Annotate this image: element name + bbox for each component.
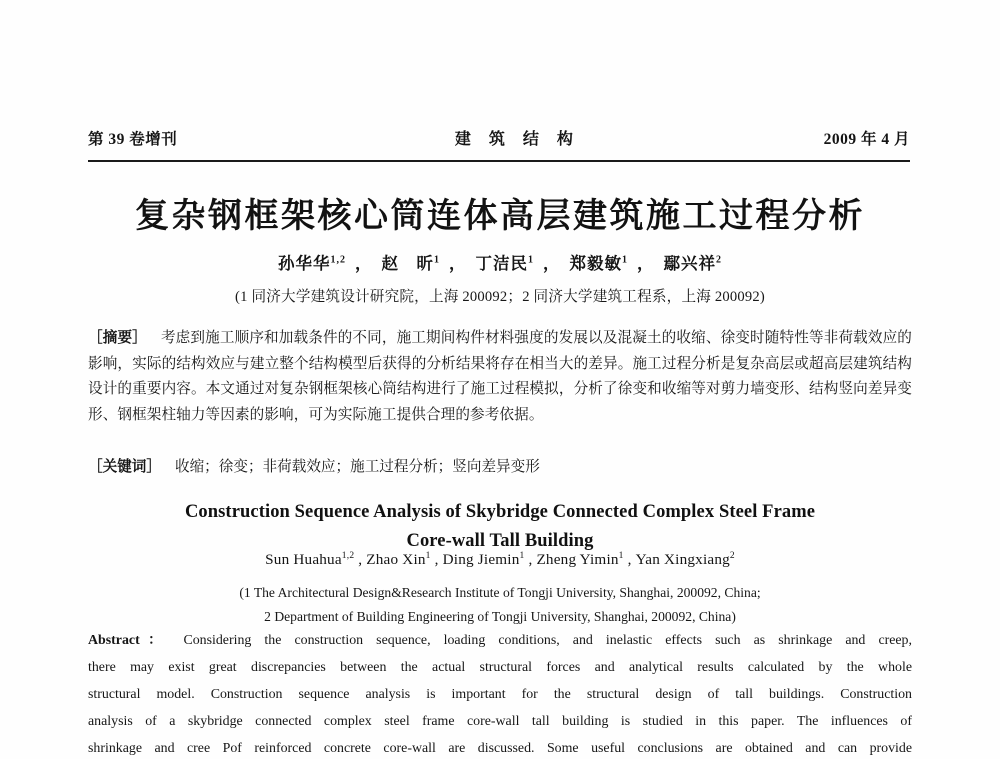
author-name: Yan Xingxiang$^2$ [635, 551, 735, 569]
affiliation-english-line1: (1 The Architectural Design&Research Institute of Tongji University, Shanghai, 200092, China; [239, 585, 761, 600]
author-name: Ding Jiemin$^1$ [442, 551, 525, 569]
author-affiliation-marker: 1 [434, 254, 440, 266]
abstract-body-chinese: 考虑到施工顺序和加载条件的不同，施工期间构件材料强度的发展以及混凝土的收缩、徐变时随特性等非荷载效应的影响，实际的结构效应与建立整个结构模型后获得的分析结果将存在相当大的差异。施工过程分析是复杂高层或超高层建筑结构设计的重要内容。本文通过对复杂钢框架核心筒结构进行了施工过程模拟，分析了徐变和收缩等对剪力墙变形、结构竖向差异变形、钢框架柱轴力等因素的影响，可为实际施工提供合理的参考依据。 [88, 330, 913, 423]
author-affiliation-marker: 1 [519, 551, 525, 561]
author-separator: ， [543, 254, 561, 273]
author-name: Zheng Yimin$^1$ [536, 551, 624, 569]
author-affiliation-marker: 1 [528, 254, 534, 266]
abstract-label-english: Abstract： [88, 633, 171, 648]
author-affiliation-marker: 1,2 [330, 254, 346, 266]
author-separator: , [358, 551, 363, 569]
author-separator: ， [637, 254, 655, 273]
author-separator: ， [449, 254, 467, 273]
author-name: Zhao Xin$^1$ [366, 551, 431, 569]
author-affiliation-marker: 2 [716, 254, 722, 266]
abstract-english-line: shrinkage and cree Pof reinforced concrete core-wall are discussed. Some useful conclusions are obtained and can provide [88, 741, 912, 756]
abstract-english-line: structural model. Construction sequence analysis is important for the structural design of tall buildings. Construction [88, 687, 912, 702]
page-title-english-line1: Construction Sequence Analysis of Skybridge Connected Complex Steel Frame [184, 502, 816, 522]
author-affiliation-marker: 1 [618, 551, 624, 561]
author-list-chinese [0, 250, 1000, 274]
page-title-chinese: 复杂钢框架核心筒连体高层建筑施工过程分析 [135, 196, 865, 236]
author-separator: , [528, 551, 533, 569]
running-head-volume: 第 39 卷增刊 [88, 131, 178, 148]
author-affiliation-marker: 1 [622, 254, 628, 266]
author-name: 赵 昕$^1$ [381, 254, 440, 273]
author-name: Sun Huahua$^{1,2}$ [265, 551, 355, 569]
keywords-label-chinese: ［关键词］ [88, 459, 161, 475]
abstract-english-line: there may exist great discrepancies between the actual structural forces and analytical results calculated by the whole [88, 660, 912, 675]
author-name: 郑毅敏$^1$ [569, 254, 628, 273]
abstract-english-text: Considering the construction sequence, loading conditions, and inelastic effects such as shrinkage and creep, [170, 633, 912, 648]
abstract-english [88, 627, 912, 762]
author-name: 丁洁民$^1$ [475, 254, 534, 273]
author-list-english [0, 551, 1000, 569]
author-affiliation-marker: 1,2 [341, 551, 355, 561]
author-affiliation-marker: 1 [425, 551, 431, 561]
author-separator: , [627, 551, 632, 569]
page-title-english-line2: Core-wall Tall Building [406, 531, 594, 551]
affiliation-english-line2: 2 Department of Building Engineering of Tongji University, Shanghai, 200092, China) [264, 609, 736, 624]
author-name: 鄢兴祥$^2$ [663, 254, 722, 273]
affiliation-chinese: (1 同济大学建筑设计研究院，上海 200092；2 同济大学建筑工程系，上海 200092) [235, 289, 765, 305]
abstract-english-line [88, 627, 912, 654]
keywords-chinese [88, 455, 912, 481]
running-head-journal-name: 建 筑 结 构 [454, 131, 580, 148]
header-rule [88, 160, 910, 162]
author-separator: , [434, 551, 439, 569]
author-affiliation-marker: 2 [729, 551, 735, 561]
running-head-date: 2009 年 4 月 [823, 131, 910, 148]
author-name: 孙华华$^{1,2}$ [278, 254, 346, 273]
abstract-english-line: analysis of a skybridge connected complex steel frame core-wall tall building is studied in this paper. The influences of [88, 714, 912, 729]
abstract-label-chinese: ［摘要］ [88, 330, 147, 346]
affiliation-english [0, 581, 1000, 629]
keywords-body-chinese: 收缩；徐变；非荷载效应；施工过程分析；竖向差异变形 [174, 459, 540, 475]
author-separator: ， [355, 254, 373, 273]
page-title-english [0, 498, 1000, 556]
running-head [88, 126, 910, 149]
abstract-chinese [88, 326, 912, 428]
